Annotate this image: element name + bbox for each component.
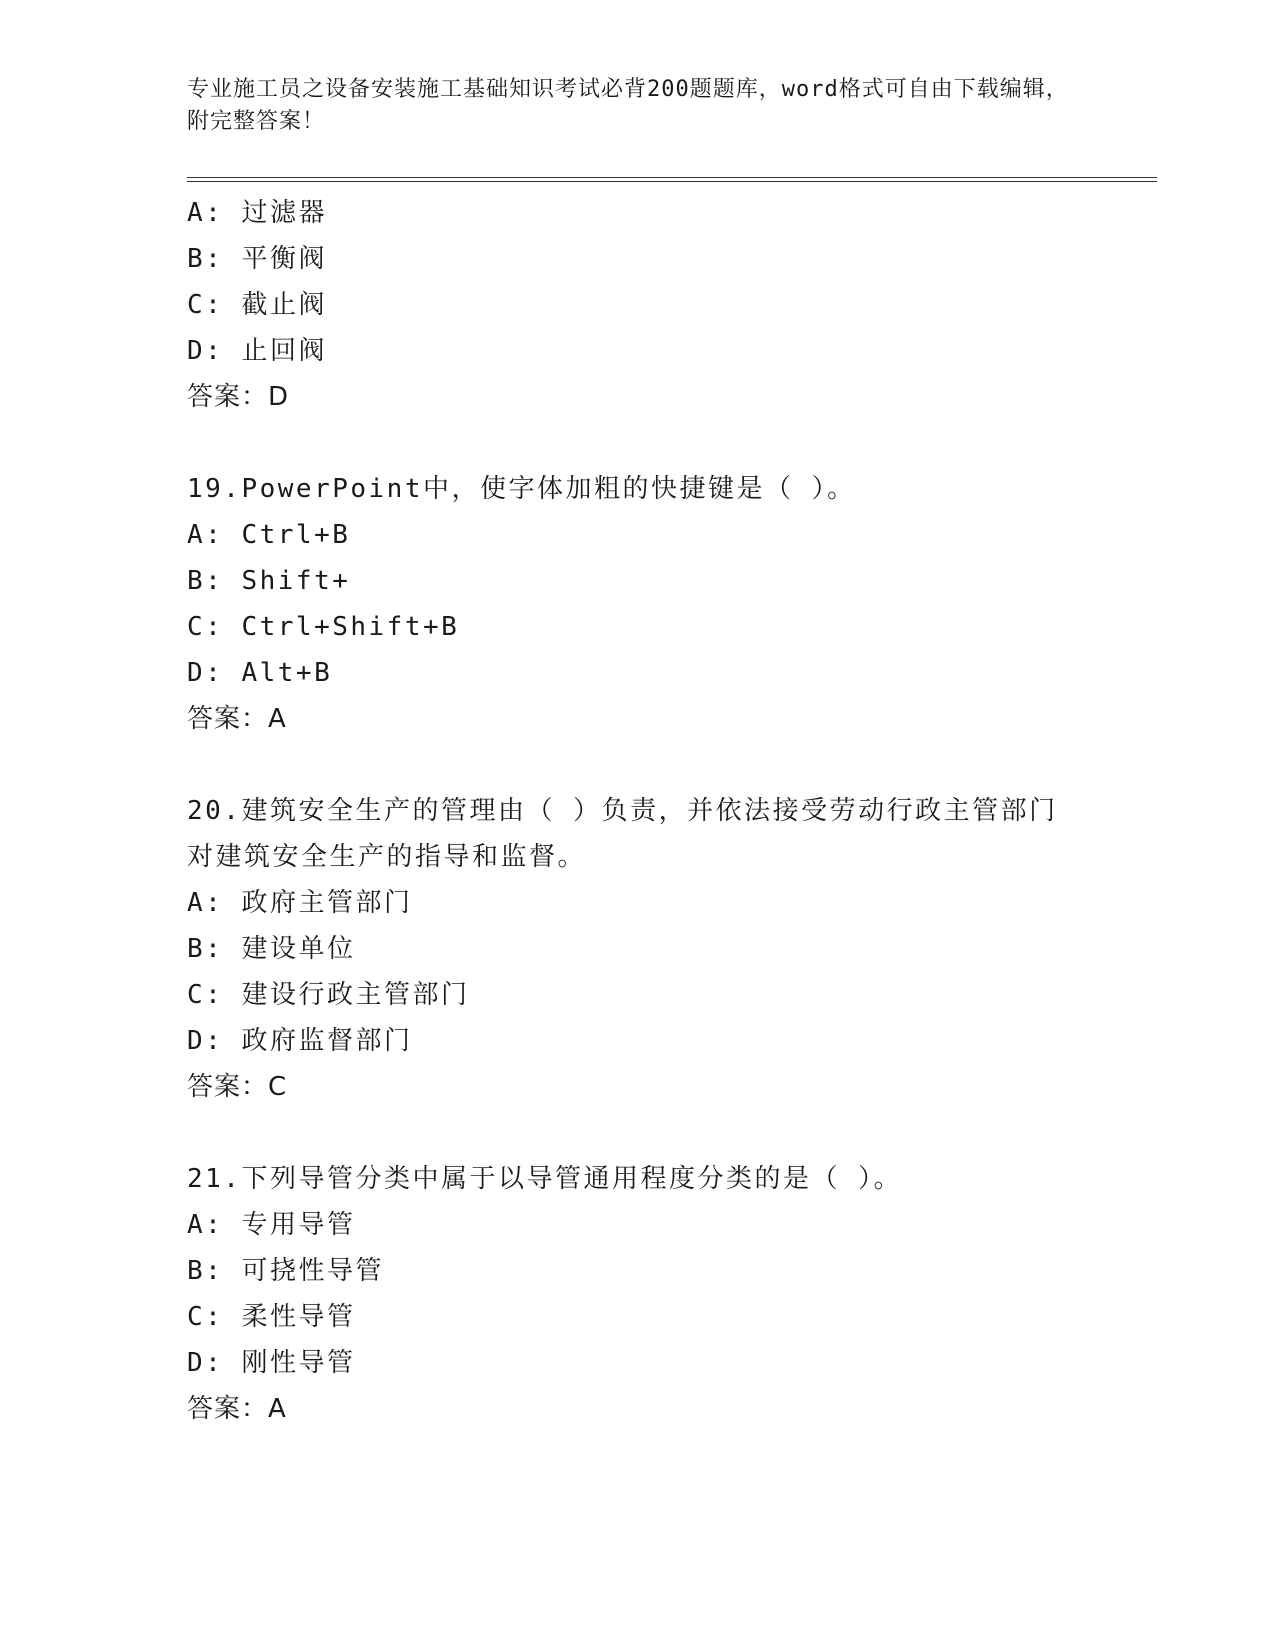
option-a: A: 专用导管	[187, 1210, 356, 1240]
question-18-continuation	[187, 190, 1087, 420]
answer: 答案：C	[187, 1072, 288, 1102]
question-text: 21.下列导管分类中属于以导管通用程度分类的是（ ）。	[187, 1164, 903, 1194]
question-21	[187, 1156, 1087, 1432]
option-d: D: 政府监督部门	[187, 1026, 413, 1056]
question-20	[187, 788, 1087, 1110]
question-text: 20.建筑安全生产的管理由（ ）负责，并依法接受劳动行政主管部门对建筑安全生产的指导和监督。	[187, 796, 1058, 872]
option-a: A: Ctrl+B	[187, 520, 351, 550]
document-header: 专业施工员之设备安装施工基础知识考试必背200题题库，word格式可自由下载编辑，附完整答案！	[187, 77, 1069, 134]
option-a: A: 政府主管部门	[187, 888, 413, 918]
option-b: B: Shift+	[187, 566, 351, 596]
answer: 答案：A	[187, 704, 287, 734]
option-c: C: 截止阀	[187, 290, 327, 320]
option-b: B: 平衡阀	[187, 244, 327, 274]
option-b: B: 可挠性导管	[187, 1256, 384, 1286]
option-b: B: 建设单位	[187, 934, 356, 964]
question-19	[187, 466, 1087, 742]
option-d: D: 刚性导管	[187, 1348, 356, 1378]
option-a: A: 过滤器	[187, 198, 327, 228]
option-d: D: 止回阀	[187, 336, 327, 366]
answer: 答案：D	[187, 382, 290, 412]
option-c: C: 建设行政主管部门	[187, 980, 470, 1010]
answer: 答案：A	[187, 1394, 287, 1424]
option-d: D: Alt+B	[187, 658, 333, 688]
option-c: C: Ctrl+Shift+B	[187, 612, 460, 642]
question-text: 19.PowerPoint中，使字体加粗的快捷键是（ ）。	[187, 474, 856, 504]
option-c: C: 柔性导管	[187, 1302, 356, 1332]
question-list	[187, 190, 1087, 1432]
header-divider	[187, 177, 1157, 182]
